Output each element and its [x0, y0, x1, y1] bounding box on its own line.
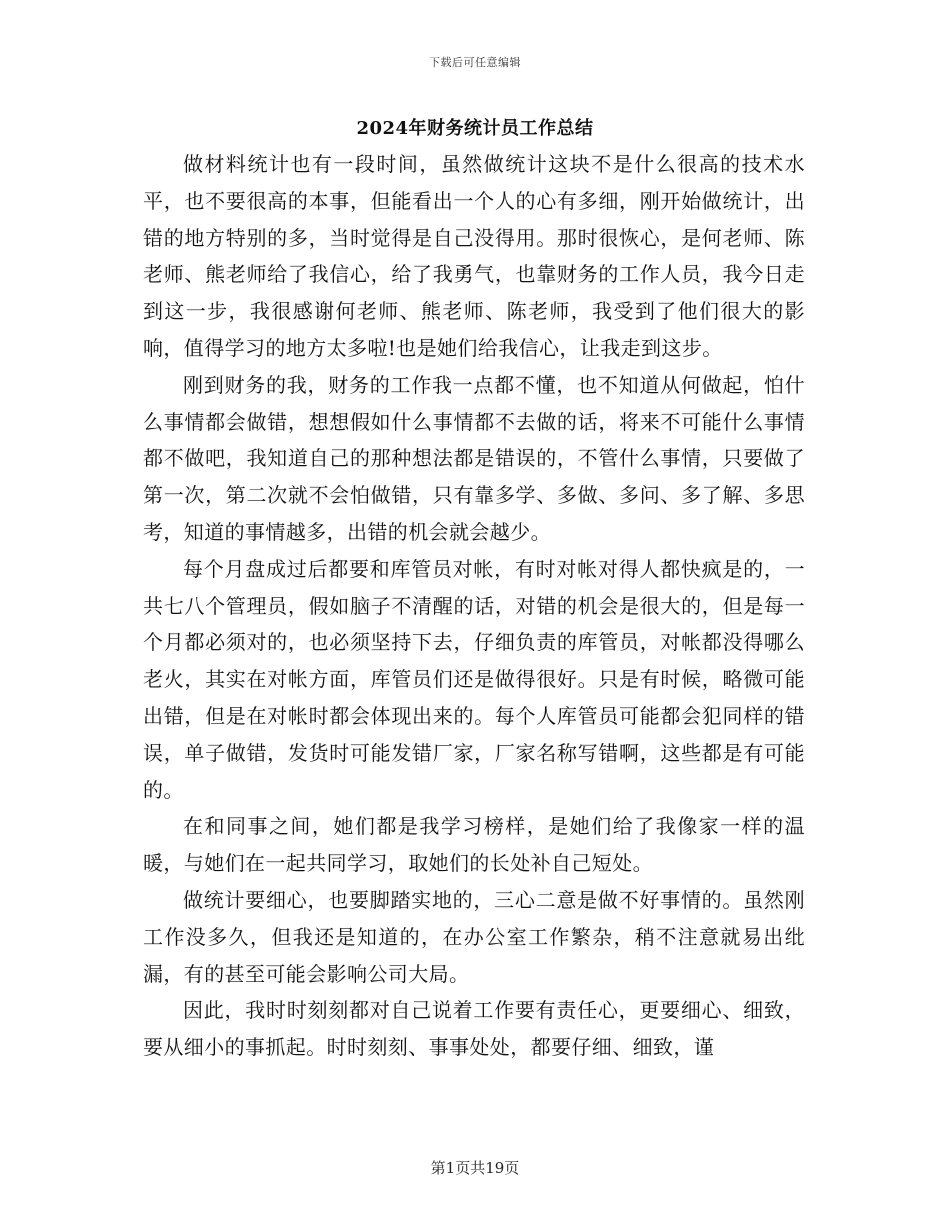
- page-number-footer: 第1页共19页: [430, 1159, 520, 1177]
- paragraph: 做材料统计也有一段时间，虽然做统计这块不是什么很高的技术水平，也不要很高的本事，但能看出一个人的心有多细，刚开始做统计，出错的地方特别的多，当时觉得是自己没得用。那时很恢心，是何老师、陈老师、熊老师给了我信心，给了我勇气，也靠财务的工作人员，我今日走到这一步，我很感谢何老师、熊老师、陈老师，我受到了他们很大的影响，值得学习的地方太多啦!也是她们给我信心，让我走到这步。: [143, 152, 805, 360]
- document-body: [143, 146, 805, 1066]
- paragraph: 每个月盘成过后都要和库管员对帐，有时对帐对得人都快疯是的，一共七八个管理员，假如脑子不清醒的话，对错的机会是很大的，但是每一个月都必须对的，也必须坚持下去，仔细负责的库管员，对帐都没得哪么老火，其实在对帐方面，库管员们还是做得很好。只是有时候，略微可能出错，但是在对帐时都会体现出来的。每个人库管员可能都会犯同样的错误，单子做错，发货时可能发错厂家，厂家名称写错啊，这些都是有可能的。: [143, 556, 805, 802]
- document-title: 2024年财务统计员工作总结: [356, 118, 594, 139]
- page-header-note: 下载后可任意编辑: [429, 56, 521, 69]
- paragraph: 刚到财务的我，财务的工作我一点都不懂，也不知道从何做起，怕什么事情都会做错，想想假如什么事情都不去做的话，将来不可能什么事情都不做吧，我知道自己的那种想法都是错误的，不管什么事情，只要做了第一次，第二次就不会怕做错，只有靠多学、多做、多问、多了解、多思考，知道的事情越多，出错的机会就会越少。: [143, 372, 805, 544]
- paragraph: 因此，我时时刻刻都对自己说着工作要有责任心，更要细心、细致，要从细小的事抓起。时时刻刻、事事处处，都要仔细、细致，谨: [143, 998, 805, 1060]
- paragraph: 做统计要细心，也要脚踏实地的，三心二意是做不好事情的。虽然刚工作没多久，但我还是知道的，在办公室工作繁杂，稍不注意就易出纰漏，有的甚至可能会影响公司大局。: [143, 887, 805, 986]
- paragraph: 在和同事之间，她们都是我学习榜样，是她们给了我像家一样的温暖，与她们在一起共同学习，取她们的长处补自己短处。: [143, 814, 805, 876]
